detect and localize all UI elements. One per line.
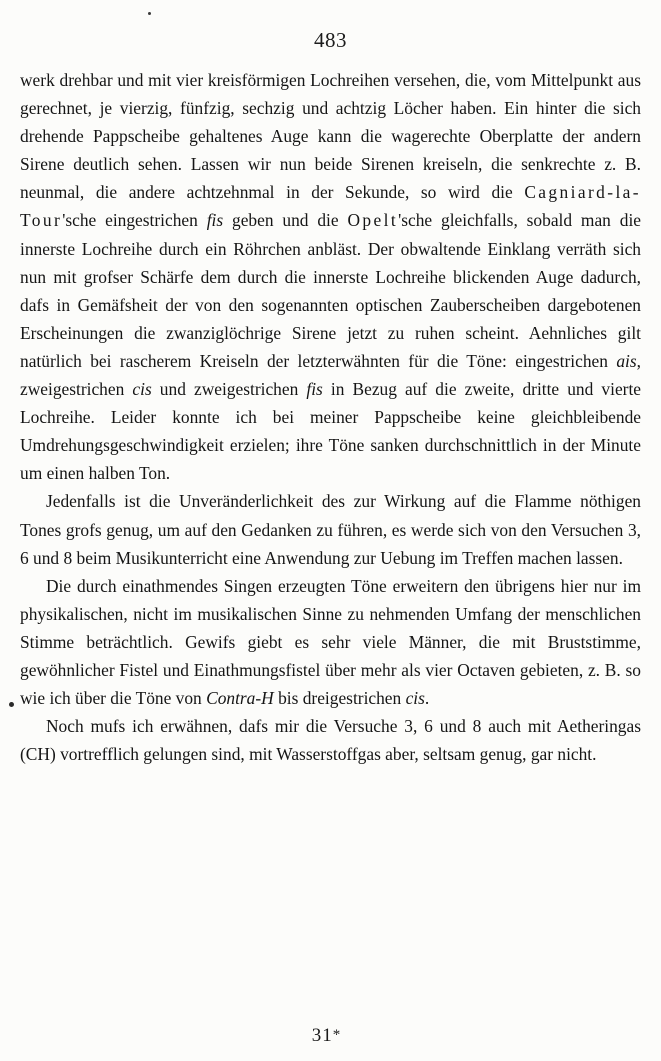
body-text <box>20 66 641 768</box>
text-run: 'sche eingestrichen <box>62 210 207 231</box>
italic-term: ais <box>616 350 637 371</box>
text-run: , zweigestrichen <box>20 350 641 400</box>
italic-term: Contra-H <box>206 688 274 709</box>
para-1 <box>20 66 641 487</box>
text-run: Jedenfalls ist die Unveränderlichkeit des zur Wirkung auf die Flamme nöthigen Tones grofs genug, um auf den Gedanken zu führen, es werde sich von den Versuchen 3, 6 und 8 beim Musikunterricht eine Anwendung zur Uebung im Treffen machen lassen. <box>20 491 641 568</box>
para-2 <box>20 487 641 571</box>
italic-term: cis <box>405 688 425 709</box>
signature-asterisk: * <box>332 1027 342 1043</box>
para-3 <box>20 572 641 712</box>
italic-term: fis <box>306 379 323 400</box>
signature-number: 31 <box>311 1025 333 1046</box>
para-4 <box>20 712 641 768</box>
page-number-top: 483 <box>314 28 347 52</box>
text-run: bis dreigestrichen <box>273 688 406 709</box>
text-run: Die durch einathmendes Singen erzeugten Töne erweitern den übrigens hier nur im physikalischen, nicht im musikalischen Sinne zu nehmenden Umfang der menschlichen Stimme beträchtlich. Gewifs giebt es sehr viele Männer, die mit Bruststimme, gewöhnlicher Fistel und Einathmungsfistel über mehr als vier Octaven gebieten, z. B. so wie ich über die Töne von <box>20 575 641 709</box>
text-run: und zweigestrichen <box>151 379 307 400</box>
text-run: in Bezug auf die zweite, dritte und vierte Lochreihe. Leider konnte ich bei meiner Pappscheibe keine gleichbleibende Umdrehungsgeschwindigkeit erzielen; ihre Töne sanken durchschnittlich in der Minute um einen halben Ton. <box>20 379 642 484</box>
spaced-name: Opelt <box>347 210 399 231</box>
text-run: 'sche gleichfalls, sobald man die innerste Lochreihe durch ein Röhrchen anbläst. Der obwaltende Einklang verräth sich nun mit grofser Schärfe dem durch die innerste Lochreihe blickenden Auge dadurch, dafs in Gemäfsheit der von den sogenannten optischen Zauberscheiben dargebotenen Erscheinungen die zwanziglöchrige Sirene jetzt zu ruhen scheint. Aehnliches gilt natürlich bei rascherem Kreiseln der letzterwähnten für die Töne: eingestrichen <box>20 210 641 371</box>
ink-speck-margin <box>9 702 14 707</box>
italic-term: fis <box>206 210 224 231</box>
text-run: werk drehbar und mit vier kreisförmigen Lochreihen versehen, die, vom Mittelpunkt aus gerechnet, je vierzig, fünfzig, sechzig und achtzig Löcher haben. Ein hinter die sich drehende Pappscheibe gehaltenes Auge kann die wagerechte Oberplatte der andern Sirene deutlich sehen. Lassen wir nun beide Sirenen kreiseln, die senkrechte z. B. neunmal, die andere achtzehnmal in der Sekunde, so wird die <box>20 70 641 203</box>
text-run: . <box>424 688 430 709</box>
signature-mark <box>0 1025 661 1047</box>
italic-term: cis <box>132 379 152 400</box>
spaced-name: Cagniard-la-Tour <box>20 182 641 231</box>
text-run: Noch mufs ich erwähnen, dafs mir die Versuche 3, 6 und 8 auch mit Aetheringas (CH) vortrefflich gelungen sind, mit Wasserstoffgas aber, seltsam genug, gar nicht. <box>20 716 641 765</box>
ink-speck-top <box>148 12 151 15</box>
text-run: geben und die <box>223 210 348 231</box>
